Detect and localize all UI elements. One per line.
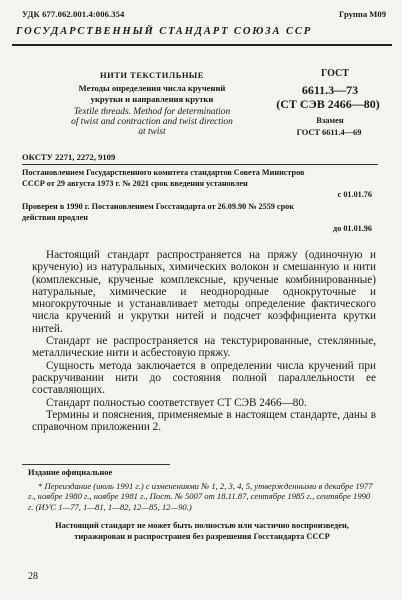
body-text — [32, 249, 376, 433]
page-number: 28 — [28, 571, 38, 582]
middle-rule — [22, 164, 378, 165]
effective-date: с 01.01.76 — [337, 190, 372, 199]
subtitle-en-line-3: at twist — [138, 127, 166, 137]
state-standard-heading: ГОСУДАРСТВЕННЫЙ СТАНДАРТ СОЮЗА ССР — [16, 26, 313, 37]
okstu-codes: ОКСТУ 2271, 2272, 9109 — [22, 152, 116, 162]
subtitle-en-line-2: of twist and contraction and twist direction — [71, 117, 233, 127]
gost-label: ГОСТ — [321, 68, 349, 79]
copyright-notice: Настоящий стандарт не может быть полностью или частично воспроизведен, тиражирован и распространен без разрешения Госстандарта СССР — [55, 521, 349, 541]
group-code: Группа М09 — [339, 9, 386, 19]
subtitle-ru-line-2: укрутки и направления крутки — [90, 94, 214, 104]
document-title: НИТИ ТЕКСТИЛЬНЫЕ — [100, 70, 204, 80]
body-paragraph-method: Сущность метода заключается в определении числа кручений при раскручивании нити до состояния полной параллельности ее составляющих. — [32, 359, 376, 397]
gost-cst-number: (СТ СЭВ 2466—80) — [276, 97, 380, 111]
decree-line-2: СССР от 29 августа 1973 г. № 2021 срок введения установлен — [22, 179, 248, 188]
replaced-label: Взамен — [316, 116, 344, 125]
gost-number: 6611.3—73 — [301, 83, 359, 97]
subtitle-ru-line-1: Методы определения числа кручений — [78, 83, 226, 93]
body-paragraph-conformity: Стандарт полностью соответствует СТ СЭВ 2466—80. — [46, 396, 307, 409]
official-edition-label: Издание официальное — [28, 468, 113, 477]
subtitle-en-line-1: Textile threads. Method for determination — [73, 107, 231, 117]
replaced-standard: ГОСТ 6611.4—69 — [296, 128, 362, 137]
udk-code: УДК 677.062.001.4:006.354 — [22, 9, 125, 19]
reissue-footnote: * Переиздание (июль 1991 г.) с изменениями № 1, 2, 3, 4, 5, утвержденными в декабре 1977 г., ноябре 1980 г., ноябре 1981 г., Пост. № 5007 от 18.11.87, сентябре 1985 г., сентябре 1990 г. (ИУС 1—77, 1—81, 1—82, 12—85, 12—90.) — [28, 481, 373, 512]
body-paragraph-scope: Настоящий стандарт распространяется на пряжу (одиночную и крученую) из натуральных, химических волокон и смешанную и нити (комплексные, крученые комплексные, крученые комбинированные) натуральные, химические и неоднородные однокруточные и многокруточные и устанавливает методы определение фактического числа кручений и укрутки нитей и подсчет коэффициента крутки нитей. — [32, 249, 376, 335]
top-rule — [12, 44, 392, 46]
decree-line-3: Проверен в 1990 г. Постановлением Госстандарта от 26.09.90 № 2559 срок — [22, 202, 294, 211]
body-paragraph-exclusions: Стандарт не распространяется на текстурированные, стеклянные, металлические нити и асбестовую пряжу. — [32, 335, 376, 360]
extended-date: до 01.01.96 — [333, 224, 372, 233]
decree-line-1: Постановлением Государственного комитета стандартов Совета Министров — [22, 168, 305, 177]
decree-line-4: действия продлен — [22, 213, 88, 222]
footnote-rule — [22, 464, 170, 465]
body-paragraph-terms: Термины и пояснения, применяемые в настоящем стандарте, даны в справочном приложении 2. — [32, 408, 376, 434]
